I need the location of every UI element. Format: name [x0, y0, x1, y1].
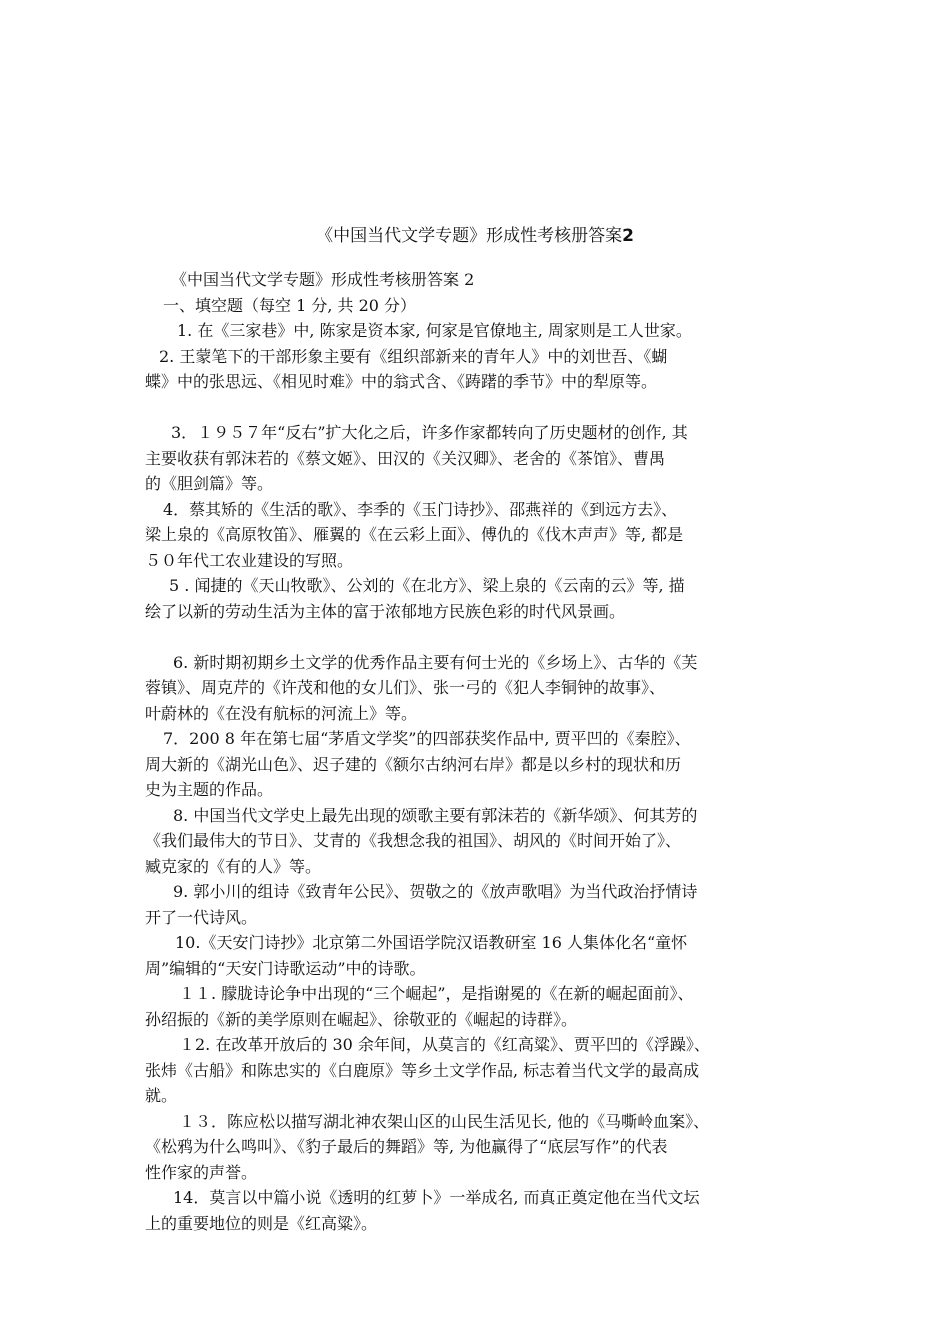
document-title-number: 2: [622, 226, 634, 246]
text-line: 5 . 闻捷的《天山牧歌》、公刘的《在北方》、梁上泉的《云南的云》等, 描: [169, 576, 685, 595]
text-line: 1. 在《三家巷》中, 陈家是资本家, 何家是官僚地主, 周家则是工人世家。: [177, 321, 692, 340]
text-line: 开了一代诗风。: [145, 907, 258, 927]
text-line: 6. 新时期初期乡土文学的优秀作品主要有何士光的《乡场上》、古华的《芙: [173, 652, 698, 672]
text-line: １2. 在改革开放后的 30 余年间，从莫言的《红高粱》、贾平凹的《浮躁》、: [179, 1035, 710, 1054]
document-title-text: 《中国当代文学专题》形成性考核册答案: [316, 226, 623, 246]
text-line: 周”编辑的“天安门诗歌运动”中的诗歌。: [145, 958, 426, 978]
text-line: 2. 王蒙笔下的干部形象主要有《组织部新来的青年人》中的刘世吾、《蝴: [159, 346, 668, 366]
text-line: 蓉镇》、周克芹的《许茂和他的女儿们》、张一弓的《犯人李铜钟的故事》、: [145, 678, 666, 697]
text-line: 上的重要地位的则是《红高粱》。: [145, 1213, 378, 1233]
text-line: 《我们最伟大的节日》、艾青的《我想念我的祖国》、胡风的《时间开始了》、: [145, 831, 682, 850]
text-line: 8. 中国当代文学史上最先出现的颂歌主要有郭沫若的《新华颂》、何其芳的: [173, 805, 698, 825]
document-body: [145, 267, 815, 1236]
text-line: 蝶》中的张思远、《相见时难》中的翁式含、《踌躇的季节》中的犁原等。: [145, 372, 658, 391]
text-line: 孙绍振的《新的美学原则在崛起》、徐敬亚的《崛起的诗群》。: [145, 1009, 578, 1029]
text-line: 9. 郭小川的组诗《致青年公民》、贺敬之的《放声歌唱》为当代政治抒情诗: [173, 882, 698, 901]
text-line: 主要收获有郭沫若的《蔡文姬》、田汉的《关汉卿》、老舍的《茶馆》、曹禺: [145, 448, 666, 468]
text-line: 14．莫言以中篇小说《透明的红萝卜》一举成名, 而真正奠定他在当代文坛: [173, 1188, 700, 1207]
text-line: 的《胆剑篇》等。: [145, 474, 274, 493]
text-line: 史为主题的作品。: [145, 780, 274, 799]
text-line: 臧克家的《有的人》等。: [145, 856, 322, 876]
text-line: 《松鸦为什么鸣叫》、《豹子最后的舞蹈》等, 为他赢得了“底层写作”的代表: [145, 1137, 668, 1156]
text-line: 叶蔚林的《在没有航标的河流上》等。: [145, 703, 418, 723]
blank-line: [145, 624, 815, 650]
text-line: 梁上泉的《高原牧笛》、雁翼的《在云彩上面》、傅仇的《伐木声声》等, 都是: [145, 525, 684, 544]
text-line: 10.《天安门诗抄》北京第二外国语学院汉语教研室 16 人集体化名“童怀: [175, 933, 688, 952]
text-line: １３．陈应松以描写湖北神农架山区的山民生活见长, 他的《马嘶岭血案》、: [179, 1111, 710, 1131]
text-line: 周大新的《湖光山色》、迟子建的《额尔古纳河右岸》都是以乡村的现状和历: [145, 754, 682, 774]
text-line: 3．１９５７年“反右”扩大化之后，许多作家都转向了历史题材的创作, 其: [171, 423, 688, 442]
text-line: 7．200 8 年在第七届“茅盾文学奖”的四部获奖作品中, 贾平凹的《秦腔》、: [163, 729, 691, 748]
text-line: 4．蔡其矫的《生活的歌》、李季的《玉门诗抄》、邵燕祥的《到远方去》、: [163, 499, 678, 519]
text-line: 就。: [145, 1086, 178, 1105]
document-title: [0, 223, 950, 249]
text-line: 性作家的声誉。: [145, 1162, 258, 1182]
text-line: 绘了以新的劳动生活为主体的富于浓郁地方民族色彩的时代风景画。: [145, 601, 626, 621]
text-line: 《中国当代文学专题》形成性考核册答案 2: [171, 270, 475, 289]
blank-line: [145, 395, 815, 421]
text-line: 一、填空题（每空 1 分, 共 20 分）: [163, 295, 417, 315]
text-line: ５０年代工农业建设的写照。: [145, 550, 354, 570]
text-line: 张炜《古船》和陈忠实的《白鹿原》等乡土文学作品, 标志着当代文学的最高成: [145, 1060, 700, 1080]
text-line: １１. 朦胧诗论争中出现的“三个崛起”，是指谢冕的《在新的崛起面前》、: [179, 984, 694, 1003]
